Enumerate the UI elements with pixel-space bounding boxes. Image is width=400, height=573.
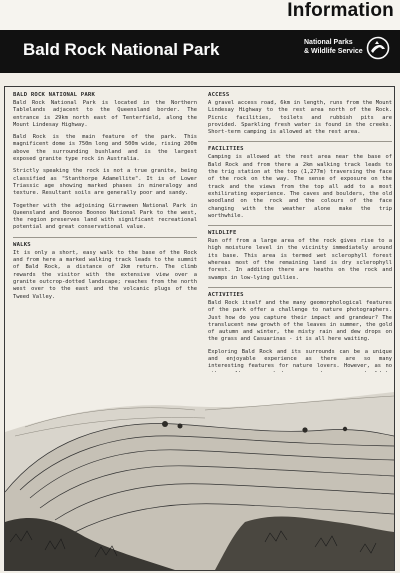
- intro-heading: BALD ROCK NATIONAL PARK: [13, 92, 96, 98]
- walks-section: [13, 242, 197, 301]
- walks-heading: WALKS: [13, 241, 31, 248]
- right-column: [208, 92, 392, 412]
- wildlife-heading: WILDLIFE: [208, 230, 237, 237]
- activities-paragraph-1: Bald Rock itself and the many geomorphological features of the park offer a challenge to nature photographers. Just how do you capture their impact and grandeur? The translucent new growth of the leaves in summer, the gold of autumn and winter, the misty rain and dew drops on the grass and Casuarinas - it is all here waiting.: [208, 299, 392, 343]
- agency-name: [304, 38, 368, 56]
- bald-rock-landscape-drawing: [5, 372, 394, 570]
- park-title: Bald Rock National Park: [23, 40, 220, 59]
- intro-paragraph-1: Bald Rock National Park is located in the Northern Tablelands adjacent to the Queensland border. The entrance is 29km north east of Tenterfield, along the Mount Lindesay Highway.: [13, 100, 197, 128]
- agency-line-1: National Parks: [304, 39, 353, 46]
- nparks-emblem-icon: [366, 36, 390, 60]
- access-section: [208, 92, 392, 136]
- facilities-paragraph: Camping is allowed at the rest area near the base of Bald Rock and from there a 2km walking track leads to the trig station at the top (1,277m) traversing the face of the rock on the way. The sense of exposure on the track and the views from the top all add to a most exhilirating experience. The caves and boulders, the old woodland on the rock and the colours of the face changing with the weather alone make the trip worthwhile.: [208, 154, 392, 219]
- intro-paragraph-4: Together with the adjoining Girraween National Park in Queensland and Boonoo Boonoo National Park to the west, the region preserves land with significant recreational potential and great conservational value.: [13, 202, 197, 231]
- activities-heading: ACTIVITIES: [208, 291, 244, 298]
- facilities-section: [208, 146, 392, 220]
- facilities-heading: FACILITIES: [208, 146, 244, 153]
- section-divider: [208, 141, 392, 142]
- agency-line-2: & Wildlife Service: [304, 48, 363, 55]
- walks-paragraph: It is only a short, easy walk to the base of the Rock and from here a marked walking track leads to the summit of Bald Rock, a distance of 2km return. The climb rewards the visitor with the extensive view over a granite outcrop-dotted landscape; reaches from the north west over to the east and the volcanic plugs of the Tweed Valley.: [13, 249, 197, 300]
- left-column: [13, 92, 197, 306]
- wildlife-paragraph: Run off from a large area of the rock gives rise to a high moisture level in the vicinity immediately around its base. This area is termed wet sclerophyll forest whereas most of the remaining land is dry sclerophyll forest. In addition there are heaths on the rock and swamps in low-lying gullies.: [208, 238, 392, 281]
- access-paragraph: A gravel access road, 6km in length, runs from the Mount Lindesay Highway to the rest area north of the Rock. Picnic facilities, toilets and rubbish pits are provided. Sparkling fresh water is found in the creeks. Short-term camping is allowed at the rest area.: [208, 100, 392, 136]
- section-divider: [208, 287, 392, 288]
- information-title: Information: [287, 0, 394, 21]
- section-divider: [208, 225, 392, 226]
- intro-paragraph-2: Bald Rock is the main feature of the park. This magnificent dome is 750m long and 500m wide, rising 200m above the surrounding bushland and is the largest exposed granite type rock in Australia.: [13, 134, 197, 163]
- intro-section: [13, 92, 197, 232]
- access-heading: ACCESS: [208, 92, 230, 98]
- wildlife-section: [208, 230, 392, 282]
- activities-paragraph-2: Exploring Bald Rock and its surrounds can be a unique and enjoyable experience as there are so many interesting features for nature lovers. However, as no: [208, 348, 392, 370]
- section-divider: [13, 237, 197, 238]
- intro-paragraph-3: Strictly speaking the rock is not a true granite, being classified as "Stanthorpe Adamellite". It is of Lower Triassic age showing marked phases in mineralogy and texture. Resultant soils are generally poor and sandy.: [13, 168, 197, 197]
